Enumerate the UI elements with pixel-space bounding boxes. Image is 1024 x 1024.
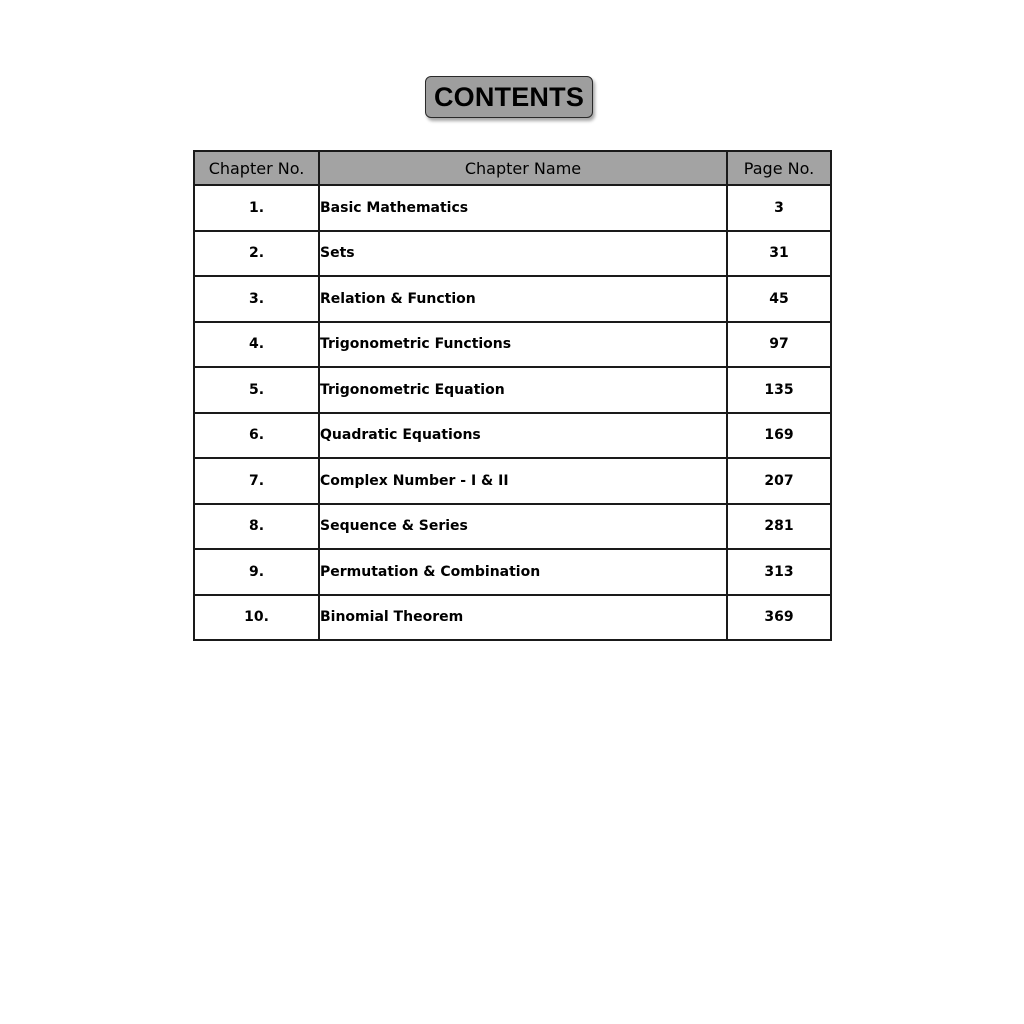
table-row[interactable] [194, 458, 831, 504]
page-number: 207 [727, 458, 831, 504]
chapter-name[interactable]: Basic Mathematics [319, 185, 727, 231]
chapter-number: 9. [194, 549, 319, 595]
column-header-chapter-no: Chapter No. [194, 151, 319, 185]
chapter-number: 6. [194, 413, 319, 459]
table-row[interactable] [194, 322, 831, 368]
chapter-number: 4. [194, 322, 319, 368]
chapter-number: 10. [194, 595, 319, 641]
header-row [194, 151, 831, 185]
chapter-number: 7. [194, 458, 319, 504]
chapter-number: 2. [194, 231, 319, 277]
table-row[interactable] [194, 231, 831, 277]
chapter-name[interactable]: Quadratic Equations [319, 413, 727, 459]
page-number: 369 [727, 595, 831, 641]
page-number: 313 [727, 549, 831, 595]
chapter-number: 5. [194, 367, 319, 413]
table-row[interactable] [194, 504, 831, 550]
table-row[interactable] [194, 549, 831, 595]
page-title-box [425, 76, 593, 118]
table-row[interactable] [194, 413, 831, 459]
chapter-name[interactable]: Trigonometric Equation [319, 367, 727, 413]
page-number: 3 [727, 185, 831, 231]
page-number: 31 [727, 231, 831, 277]
chapter-name[interactable]: Trigonometric Functions [319, 322, 727, 368]
contents-table [193, 150, 832, 641]
page-number: 169 [727, 413, 831, 459]
table-row[interactable] [194, 276, 831, 322]
table-header [194, 151, 831, 185]
page-number: 45 [727, 276, 831, 322]
page-number: 97 [727, 322, 831, 368]
page-number: 281 [727, 504, 831, 550]
page-number: 135 [727, 367, 831, 413]
column-header-chapter-name: Chapter Name [319, 151, 727, 185]
table-body [194, 185, 831, 640]
page-title: CONTENTS [433, 81, 585, 112]
chapter-number: 8. [194, 504, 319, 550]
chapter-name[interactable]: Permutation & Combination [319, 549, 727, 595]
table-row[interactable] [194, 185, 831, 231]
chapter-name[interactable]: Sets [319, 231, 727, 277]
table-row[interactable] [194, 595, 831, 641]
chapter-number: 3. [194, 276, 319, 322]
chapter-name[interactable]: Binomial Theorem [319, 595, 727, 641]
column-header-page-no: Page No. [727, 151, 831, 185]
chapter-name[interactable]: Relation & Function [319, 276, 727, 322]
table-row[interactable] [194, 367, 831, 413]
chapter-name[interactable]: Complex Number - I & II [319, 458, 727, 504]
chapter-number: 1. [194, 185, 319, 231]
chapter-name[interactable]: Sequence & Series [319, 504, 727, 550]
